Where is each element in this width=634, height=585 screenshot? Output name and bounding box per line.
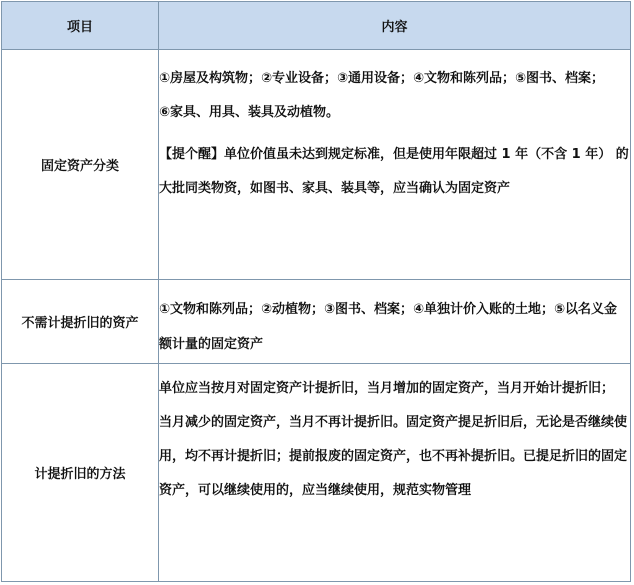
non-depreciable-text: ①文物和陈列品；②动植物；③图书、档案；④单独计价入账的土地；⑤以名义金额计量的固定资产 bbox=[159, 302, 618, 352]
table-row bbox=[2, 280, 631, 364]
row-content-non-depreciable bbox=[159, 280, 631, 364]
header-item: 项目 bbox=[2, 2, 159, 50]
fixed-assets-table bbox=[1, 1, 631, 582]
row-content-depreciation-method bbox=[159, 364, 631, 582]
table-header-row bbox=[2, 2, 631, 50]
classification-line-1: ①房屋及构筑物；②专业设备；③通用设备；④文物和陈列品；⑤图书、档案； bbox=[159, 71, 605, 86]
classification-line-2: ⑥家具、用具、装具及动植物。 bbox=[159, 105, 340, 120]
depreciation-method-text: 单位应当按月对固定资产计提折旧，当月增加的固定资产，当月开始计提折旧； 当月减少的固定资产，当月不再计提折旧。固定资产提足折旧后，无论是否继续使用，均不再计提折旧；提前报废的固定资产，也不再补提折旧。已提足折旧的固定资产，可以继续使用的，应当继续使用，规范实物管理 bbox=[159, 381, 628, 498]
row-content-classification bbox=[159, 50, 631, 280]
row-item-non-depreciable: 不需计提折旧的资产 bbox=[2, 280, 159, 364]
header-content: 内容 bbox=[159, 2, 631, 50]
row-item-depreciation-method: 计提折旧的方法 bbox=[2, 364, 159, 582]
row-item-classification: 固定资产分类 bbox=[2, 50, 159, 280]
table-row bbox=[2, 364, 631, 582]
classification-reminder: 【提个醒】单位价值虽未达到规定标准，但是使用年限超过 1 年（不含 1 年） 的大批同类物资，如图书、家具、装具等，应当确认为固定资产 bbox=[159, 147, 629, 196]
spacer bbox=[159, 130, 630, 138]
table-row bbox=[2, 50, 631, 280]
